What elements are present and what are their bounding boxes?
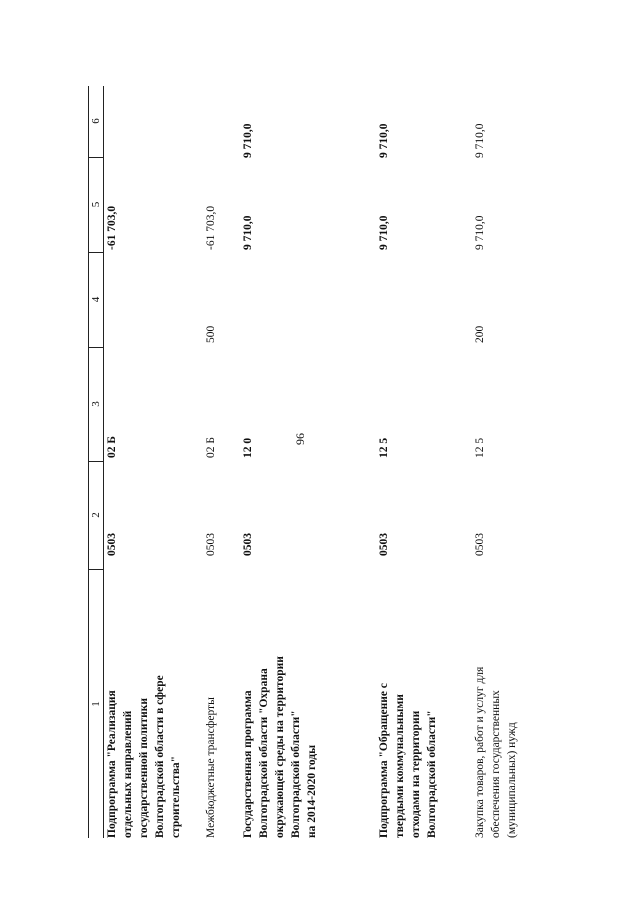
- row-amount-2: 9 710,0: [378, 123, 390, 158]
- row-program: 12 5: [378, 437, 390, 458]
- row-amount: -61 703,0: [205, 205, 217, 250]
- header-col-3: 3: [89, 347, 103, 462]
- row-program: 12 0: [242, 437, 254, 458]
- row-amount-2: 9 710,0: [474, 123, 486, 158]
- row-name: Подпрограмма "Обращение с твердыми коммунальными отходами на территории Волгоградской области": [378, 683, 438, 838]
- row-program: 02 Б: [106, 436, 118, 458]
- table-header: [88, 86, 104, 838]
- row-name: Закупка товаров, работ и услуг для обеспечения государственных (муниципальных) нужд: [474, 666, 518, 838]
- row-code: 0503: [474, 533, 486, 556]
- row-name: Государственная программа Волгоградской области "Охрана окружающей среды на территории Волгоградской области" на 2014-2020 годы: [242, 656, 318, 838]
- header-col-6: 6: [89, 85, 103, 158]
- row-name: Подпрограмма "Реализация отдельных направлений государственной политики Волгоградской области в сфере строительства": [106, 675, 182, 838]
- budget-table: [88, 86, 518, 838]
- row-amount: 9 710,0: [242, 215, 254, 250]
- header-col-1: 1: [90, 701, 102, 707]
- row-code: 0503: [205, 533, 217, 556]
- header-col-4: 4: [89, 252, 103, 348]
- row-type: 200: [474, 325, 486, 343]
- row-name: Межбюджетные трансферты: [205, 697, 217, 838]
- page-number: 96: [293, 433, 307, 445]
- row-program: 12 5: [474, 437, 486, 458]
- row-code: 0503: [378, 533, 390, 556]
- row-amount: 9 710,0: [378, 215, 390, 250]
- row-amount-2: 9 710,0: [242, 123, 254, 158]
- row-amount: -61 703,0: [106, 205, 118, 250]
- row-program: 02 Б: [205, 437, 217, 458]
- row-code: 0503: [242, 533, 254, 556]
- header-col-2: 2: [89, 461, 103, 570]
- row-code: 0503: [106, 533, 118, 556]
- header-col-5: 5: [89, 157, 103, 253]
- row-type: 500: [205, 325, 217, 343]
- row-amount: 9 710,0: [474, 215, 486, 250]
